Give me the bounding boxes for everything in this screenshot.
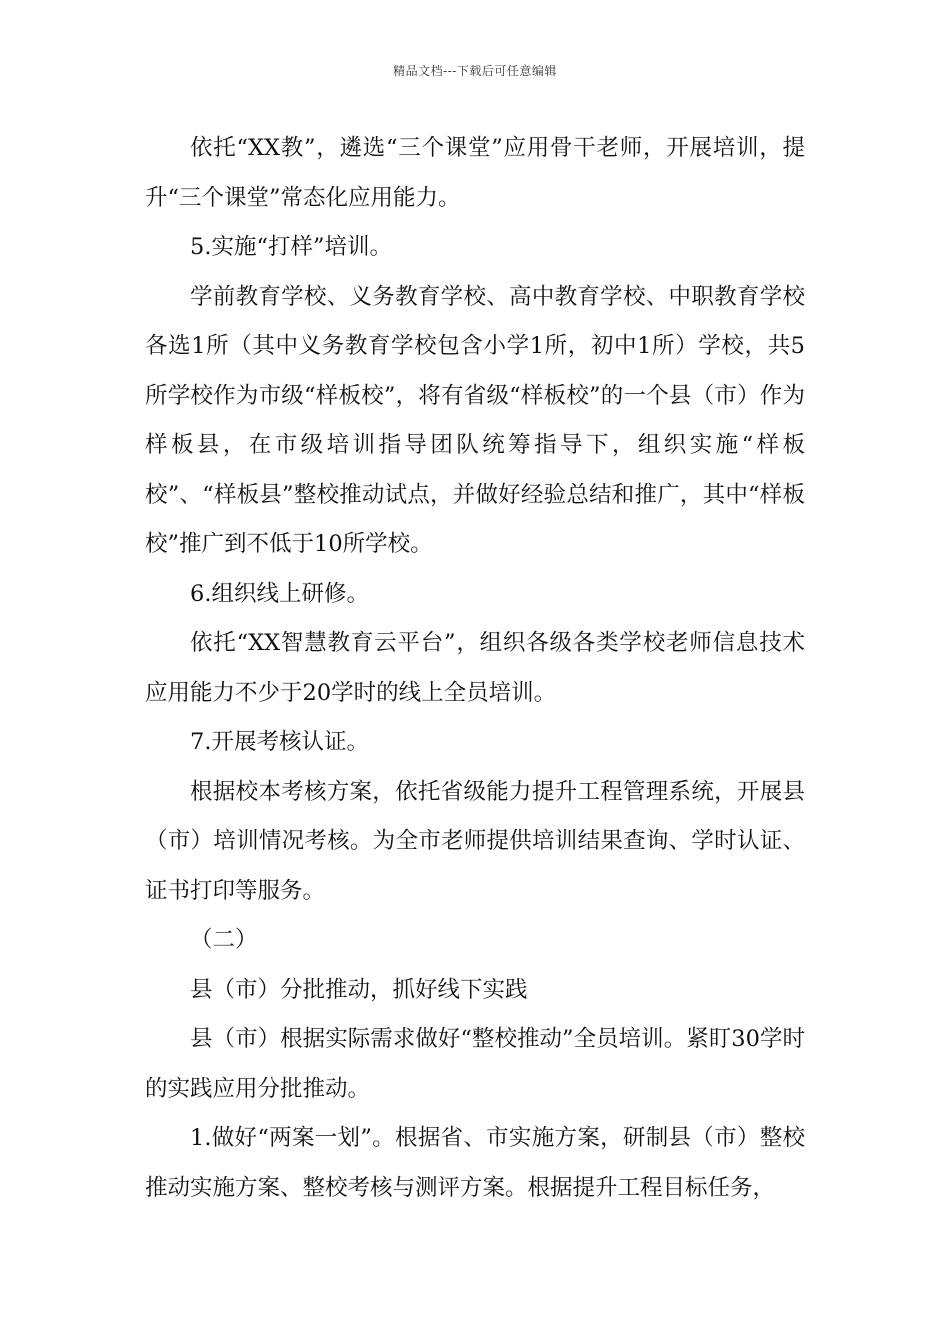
paragraph-county-training: 县（市）根据实际需求做好“整校推动”全员培训。紧盯30学时的实践应用分批推动。 [145,1026,805,1102]
paragraph-model-school: 学前教育学校、义务教育学校、高中教育学校、中职教育学校各选1所（其中义务教育学校包含小学1所，初中1所）学校，共5所学校作为市级“样板校”，将有省级“样板校”的一个县（市）作为样板县，在市级培训指导团队统筹指导下，组织实施“样板校”、“样板县”整校推动试点，并做好经验总结和推广，其中“样板校”推广到不低于10所学校。 [145,283,805,557]
document-body [145,124,805,1213]
heading-item-6: 6.组织线上研修。 [190,580,369,607]
section-number: （二） [190,927,258,953]
paragraph-online-study: 依托“XX智慧教育云平台”，组织各级各类学校老师信息技术应用能力不少于20学时的线上全员培训。 [145,630,805,706]
section-title: 县（市）分批推动，抓好线下实践 [190,976,528,1003]
paragraph-two-plans: 1.做好“两案一划”。根据省、市实施方案，研制县（市）整校推动实施方案、整校考核与测评方案。根据提升工程目标任务， [145,1125,805,1201]
page-header: 精品文档---下载后可任意编辑 [393,64,557,78]
paragraph-training-backbone: 依托“XX教”，遴选“三个课堂”应用骨干老师，开展培训，提升“三个课堂”常态化应用能力。 [145,135,805,211]
heading-item-5: 5.实施“打样”培训。 [190,234,392,260]
heading-item-7: 7.开展考核认证。 [190,729,369,755]
paragraph-assessment: 根据校本考核方案，依托省级能力提升工程管理系统，开展县（市）培训情况考核。为全市老师提供培训结果查询、学时认证、证书打印等服务。 [145,778,805,904]
